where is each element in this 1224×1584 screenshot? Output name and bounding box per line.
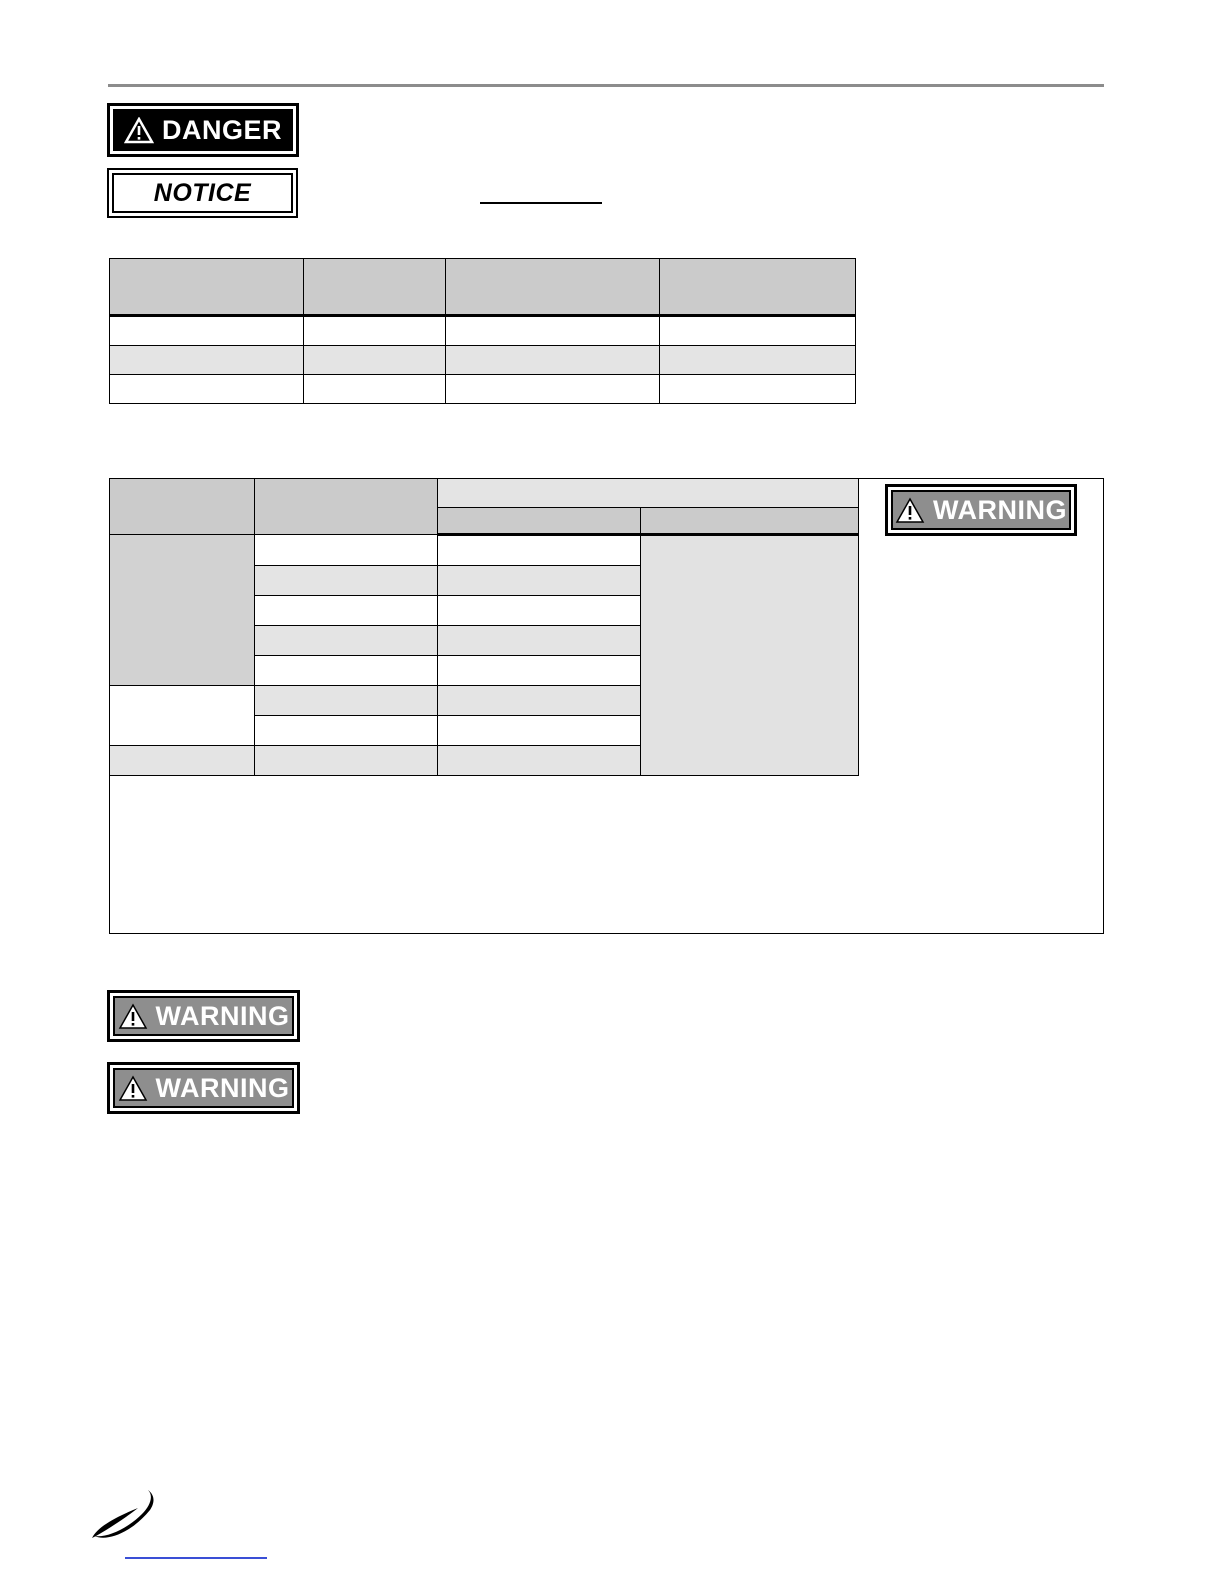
- table-cell: [660, 375, 856, 404]
- table-cell: [110, 316, 304, 346]
- table-cell: [446, 375, 660, 404]
- table-cell: [660, 316, 856, 346]
- table-row: [110, 375, 856, 404]
- table-cell: [255, 596, 438, 626]
- table-cell: [304, 346, 446, 375]
- table-row: [110, 346, 856, 375]
- warning-triangle-icon: [118, 1003, 148, 1030]
- specification-table: [109, 258, 856, 404]
- requirements-table: [109, 478, 859, 776]
- table-cell: [438, 535, 641, 566]
- table-group-cell: [110, 535, 255, 686]
- table-cell: [438, 626, 641, 656]
- table-cell: [110, 346, 304, 375]
- table-cell: [255, 626, 438, 656]
- table-header-cell: [438, 508, 641, 535]
- table-cell: [446, 316, 660, 346]
- table-cell: [438, 566, 641, 596]
- table-cell: [255, 716, 438, 746]
- table-cell: [110, 746, 255, 776]
- warning-label: [107, 1062, 300, 1114]
- table-header-cell: [660, 259, 856, 316]
- table-header-row: [110, 259, 856, 316]
- table-cell: [255, 566, 438, 596]
- table-header-cell: [110, 259, 304, 316]
- table-header-cell: [304, 259, 446, 316]
- danger-label: [107, 103, 299, 157]
- table-cell: [438, 596, 641, 626]
- warning-triangle-icon: [895, 497, 925, 524]
- table-cell: [255, 656, 438, 686]
- warning-label: [107, 990, 300, 1042]
- underline-mark: [480, 202, 602, 204]
- table-header-row: [110, 479, 859, 508]
- footer-link[interactable]: [125, 1557, 267, 1559]
- table-cell: [304, 375, 446, 404]
- table-merged-cell: [641, 535, 859, 776]
- table-group-cell: [110, 686, 255, 746]
- table-cell: [438, 716, 641, 746]
- warning-triangle-icon: [118, 1075, 148, 1102]
- table-cell: [660, 346, 856, 375]
- notice-label: [107, 168, 298, 218]
- table-header-cell: [110, 479, 255, 535]
- table-header-group: [438, 479, 859, 508]
- notice-label-text: NOTICE: [153, 178, 252, 207]
- warning-label: [885, 484, 1077, 536]
- warning-label-text: WARNING: [155, 1072, 290, 1103]
- table-cell: [255, 535, 438, 566]
- table-cell: [304, 316, 446, 346]
- table-cell: [255, 686, 438, 716]
- table-cell: [446, 346, 660, 375]
- swoosh-logo-icon: [88, 1486, 160, 1544]
- table-header-cell: [641, 508, 859, 535]
- table-cell: [438, 746, 641, 776]
- danger-label-text: DANGER: [161, 114, 282, 145]
- table-cell: [255, 746, 438, 776]
- table-header-cell: [255, 479, 438, 535]
- table-cell: [438, 656, 641, 686]
- header-rule: [108, 84, 1104, 87]
- table-row: [110, 535, 859, 566]
- warning-label-text: WARNING: [933, 494, 1067, 525]
- warning-label-text: WARNING: [155, 1000, 290, 1031]
- warning-triangle-icon: [124, 117, 154, 144]
- table-row: [110, 316, 856, 346]
- table-cell: [110, 375, 304, 404]
- table-header-cell: [446, 259, 660, 316]
- table-cell: [438, 686, 641, 716]
